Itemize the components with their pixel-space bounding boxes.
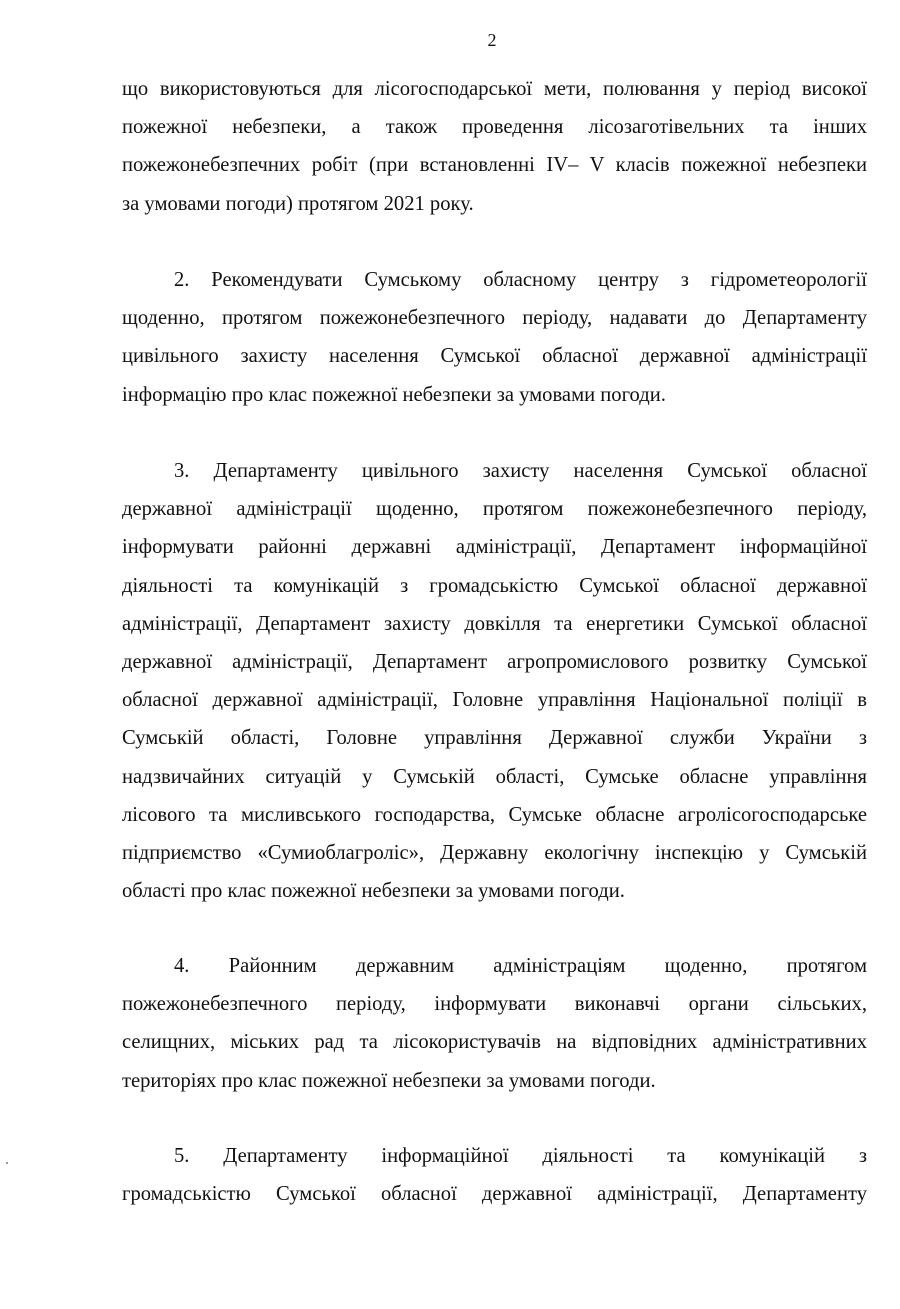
text-line: територіях про клас пожежної небезпеки за умовами погоди. xyxy=(122,1069,656,1092)
text-line: обласної державної адміністрації, Головне управління Національної поліції в xyxy=(122,689,867,712)
page-number: 2 xyxy=(487,30,497,50)
text-line: інформувати районні державні адміністрації, Департамент інформаційної xyxy=(122,536,867,559)
text-line: громадськістю Сумської обласної державної адміністрації, Департаменту xyxy=(122,1183,867,1206)
text-line: селищних, міських рад та лісокористувачів на відповідних адміністративних xyxy=(122,1031,867,1054)
text-line: 4. Районним державним адміністраціям щоденно, протягом xyxy=(174,955,867,977)
text-line: адміністрації, Департамент захисту довкілля та енергетики Сумської обласної xyxy=(122,612,867,635)
text-line: 2. Рекомендувати Сумському обласному центру з гідрометеорології xyxy=(174,269,867,291)
text-line: державної адміністрації, Департамент агропромислового розвитку Сумської xyxy=(122,650,867,673)
text-line: що використовуються для лісогосподарської мети, полювання у період високої xyxy=(122,78,867,100)
text-line: області про клас пожежної небезпеки за умовами погоди. xyxy=(122,880,625,903)
text-line: 3. Департаменту цивільного захисту населення Сумської обласної xyxy=(174,460,867,482)
paragraph-3 xyxy=(122,452,867,910)
text-line: за умовами погоди) протягом 2021 року. xyxy=(122,192,474,215)
text-line: лісового та мисливського господарства, Сумське обласне агролісогосподарське xyxy=(122,803,867,826)
text-line: пожежонебезпечних робіт (при встановленні IV– V класів пожежної небезпеки xyxy=(122,154,867,177)
text-line: надзвичайних ситуацій у Сумській області, Сумське обласне управління xyxy=(122,765,867,788)
text-line: інформацію про клас пожежної небезпеки за умовами погоди. xyxy=(122,383,666,406)
paragraph-2 xyxy=(122,261,867,414)
text-line: пожежної небезпеки, а також проведення лісозаготівельних та інших xyxy=(122,116,867,139)
text-line: Сумській області, Головне управління Державної служби України з xyxy=(122,727,867,750)
text-line: 5. Департаменту інформаційної діяльності та комунікацій з xyxy=(174,1145,867,1167)
text-line: пожежонебезпечного періоду, інформувати виконавчі органи сільських, xyxy=(122,993,867,1016)
paragraph-continuation xyxy=(122,70,867,223)
text-line: підприємство «Сумиоблагроліс», Державну екологічну інспекцію у Сумській xyxy=(122,841,867,864)
text-line: державної адміністрації щоденно, протягом пожежонебезпечного періоду, xyxy=(122,498,867,521)
text-line: цивільного захисту населення Сумської обласної державної адміністрації xyxy=(122,345,867,368)
paragraph-5 xyxy=(122,1137,867,1213)
text-line: щоденно, протягом пожежонебезпечного періоду, надавати до Департаменту xyxy=(122,307,867,330)
text-line: діяльності та комунікацій з громадськістю Сумської обласної державної xyxy=(122,574,867,597)
paragraph-4 xyxy=(122,947,867,1100)
scan-mark xyxy=(6,1162,8,1164)
